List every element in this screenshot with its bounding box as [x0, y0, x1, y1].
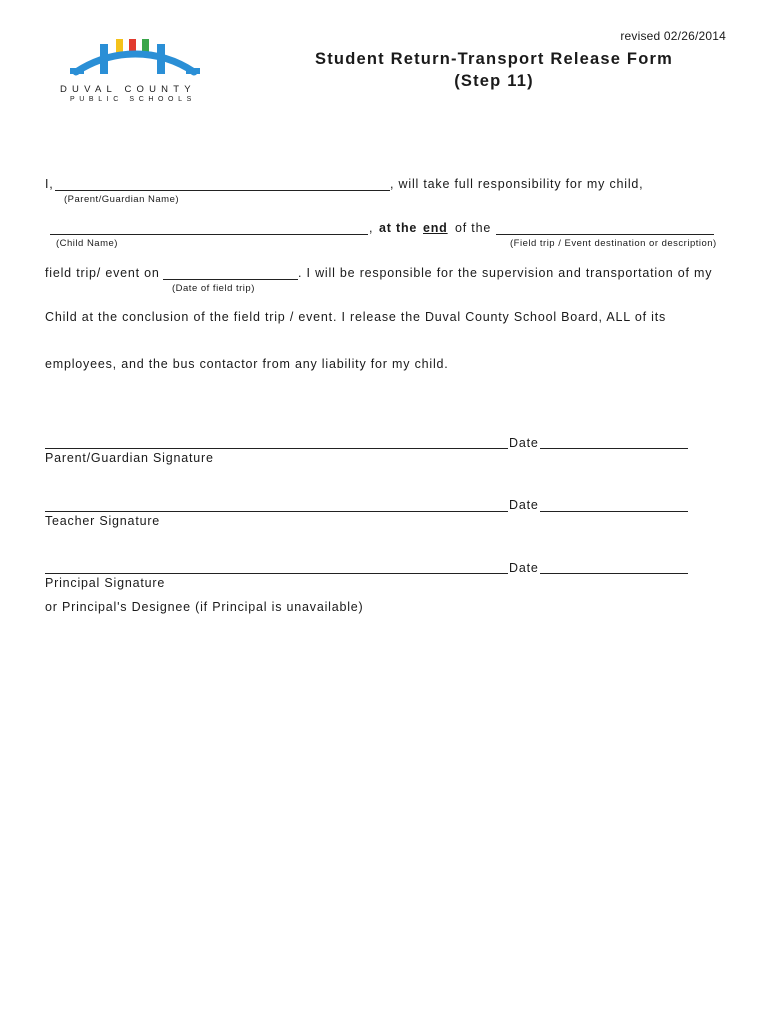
release-text-line1: Child at the conclusion of the field trip / event. I release the Duval County School Board, ALL of its [45, 310, 667, 324]
line2-of-the: of the [455, 221, 492, 235]
teacher-date-label: Date [509, 498, 539, 512]
principal-signature-field[interactable] [45, 573, 508, 574]
parent-name-field[interactable] [55, 190, 390, 191]
parent-signature-label: Parent/Guardian Signature [45, 451, 214, 465]
line1-suffix: , will take full responsibility for my child, [390, 177, 644, 191]
parent-signature-field[interactable] [45, 448, 508, 449]
destination-caption: (Field trip / Event destination or description) [510, 238, 717, 249]
line2-comma: , [369, 221, 374, 235]
form-step: (Step 11) [454, 72, 534, 90]
line3-suffix: . I will be responsible for the supervision and transportation of my [298, 266, 713, 280]
child-name-caption: (Child Name) [56, 238, 118, 249]
child-name-field[interactable] [50, 234, 368, 235]
parent-name-caption: (Parent/Guardian Name) [64, 194, 180, 205]
destination-field[interactable] [496, 234, 714, 235]
line2-end: end [423, 221, 448, 235]
parent-date-field[interactable] [540, 448, 688, 449]
line3-prefix: field trip/ event on [45, 266, 160, 280]
parent-date-label: Date [509, 436, 539, 450]
revised-date: revised 02/26/2014 [620, 29, 726, 43]
logo-line2: PUBLIC SCHOOLS [70, 96, 196, 103]
teacher-date-field[interactable] [540, 511, 688, 512]
release-text-line2: employees, and the bus contactor from any liability for my child. [45, 357, 449, 371]
teacher-signature-field[interactable] [45, 511, 508, 512]
principal-signature-label: Principal Signature [45, 576, 166, 590]
trip-date-field[interactable] [163, 279, 298, 280]
line1-prefix: I, [45, 177, 54, 191]
principal-date-label: Date [509, 561, 539, 575]
district-logo [58, 36, 218, 106]
form-title: Student Return-Transport Release Form [315, 50, 673, 68]
line2-at-the: at the [379, 221, 418, 235]
teacher-signature-label: Teacher Signature [45, 514, 161, 528]
principal-date-field[interactable] [540, 573, 688, 574]
logo-line1: DUVAL COUNTY [60, 84, 196, 95]
principal-designee-label: or Principal's Designee (if Principal is unavailable) [45, 600, 364, 614]
trip-date-caption: (Date of field trip) [172, 283, 255, 294]
bridge-logo-icon [58, 36, 218, 82]
